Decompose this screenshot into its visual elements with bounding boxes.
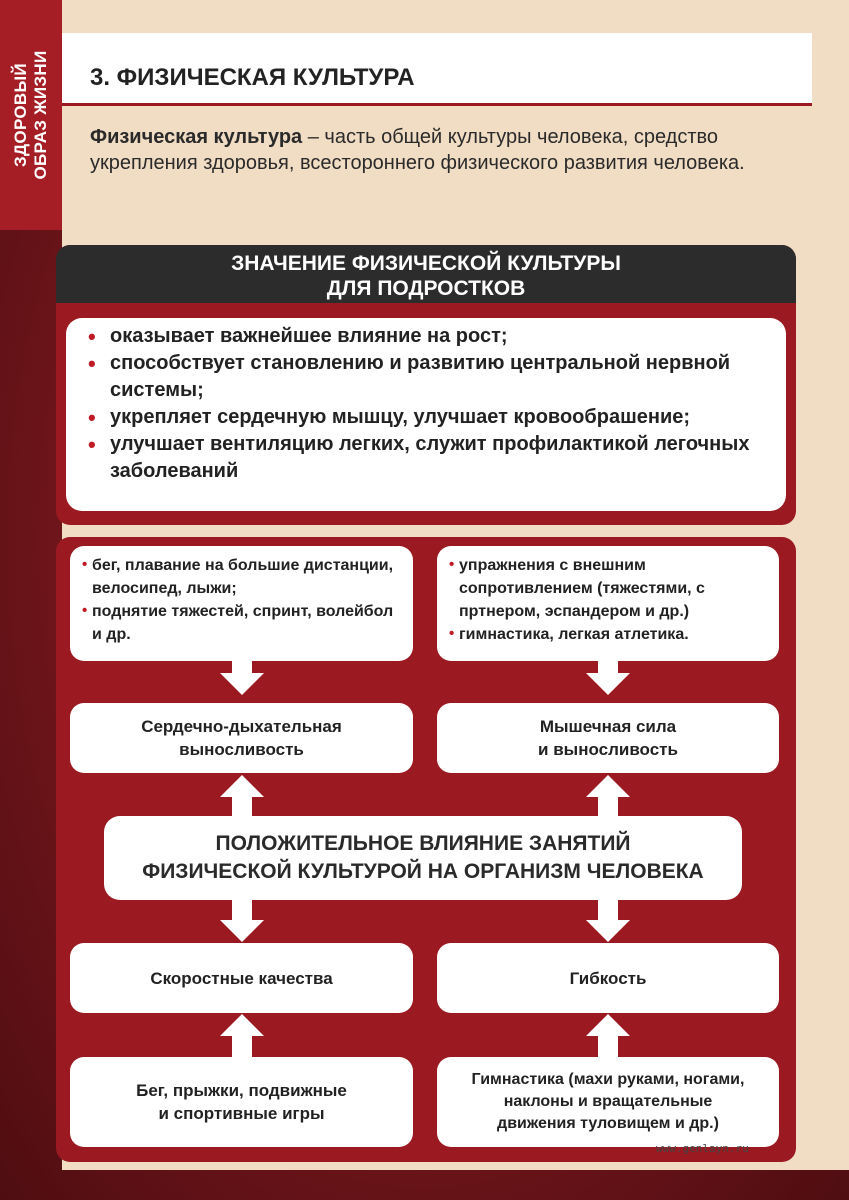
intro-text: – часть общей культуры человека, средство укрепления здоровья, всестороннего физического развития человека.	[90, 126, 745, 174]
flexibility-box	[437, 943, 779, 1013]
cardio-endurance-box	[70, 703, 413, 773]
muscle-strength-box	[437, 703, 779, 773]
watermark: www.genlayn.ru	[656, 1142, 749, 1155]
list-item: • поднятие тяжестей, спринт, волейбол и др.	[86, 600, 401, 646]
muscle-line1: Мышечная сила	[539, 717, 677, 736]
arrow-up-icon	[584, 775, 632, 819]
title-bar	[62, 33, 812, 106]
arrow-down-icon	[218, 657, 266, 697]
significance-heading-line2: ДЛЯ ПОДРОСТКОВ	[326, 277, 526, 300]
list-item: • оказывает важнейшее влияние на рост;	[86, 323, 776, 350]
cardio-line2: выносливость	[179, 740, 304, 759]
significance-heading-line1: ЗНАЧЕНИЕ ФИЗИЧЕСКОЙ КУЛЬТУРЫ	[231, 252, 621, 275]
muscle-line2: и выносливость	[538, 740, 678, 759]
significance-section	[56, 245, 796, 525]
flexibility-exercises-line3: движения туловищем и др.)	[497, 1115, 719, 1132]
significance-heading	[56, 245, 796, 303]
cardio-line1: Сердечно-дыхательная	[141, 717, 342, 736]
center-line2: ФИЗИЧЕСКОЙ КУЛЬТУРОЙ НА ОРГАНИЗМ ЧЕЛОВЕКА	[142, 860, 704, 883]
flexibility-exercises-line1: Гимнастика (махи руками, ногами,	[471, 1071, 745, 1088]
side-tab	[0, 0, 62, 230]
arrow-down-icon	[584, 657, 632, 697]
arrow-up-icon	[584, 1014, 632, 1058]
speed-exercises-line2: и спортивные игры	[158, 1104, 325, 1123]
arrow-down-icon	[218, 898, 266, 944]
positive-influence-box	[104, 816, 742, 900]
significance-list-box	[66, 318, 786, 511]
list-item: • бег, плавание на большие дистанции, велосипед, лыжи;	[86, 554, 401, 600]
arrow-up-icon	[218, 775, 266, 819]
flexibility-exercises-line2: наклоны и вращательные	[503, 1093, 713, 1110]
intro-term: Физическая культура	[90, 126, 303, 148]
speed-exercises-line1: Бег, прыжки, подвижные	[136, 1081, 347, 1100]
flexibility-label: Гибкость	[569, 968, 647, 988]
list-item: • способствует становлению и развитию центральной нервной системы;	[86, 350, 776, 404]
page-title: 3. ФИЗИЧЕСКАЯ КУЛЬТУРА	[90, 64, 415, 91]
speed-qualities-box	[70, 943, 413, 1013]
arrow-down-icon	[584, 898, 632, 944]
arrow-up-icon	[218, 1014, 266, 1058]
speed-exercises-box	[70, 1057, 413, 1147]
significance-list	[66, 318, 786, 485]
intro-definition	[90, 124, 800, 176]
endurance-exercises-box	[70, 546, 413, 661]
speed-label: Скоростные качества	[150, 968, 333, 988]
list-item: • упражнения с внешним сопротивлением (тяжестями, с пртнером, эспандером и др.)	[453, 554, 769, 623]
endurance-exercises-list	[86, 554, 401, 646]
side-label: ЗДОРОВЫЙ ОБРАЗ ЖИЗНИ	[11, 50, 50, 180]
list-item: • укрепляет сердечную мышцу, улучшает кровообрашение;	[86, 404, 776, 431]
strength-exercises-list	[453, 554, 769, 646]
list-item: • гимнастика, легкая атлетика.	[453, 623, 769, 646]
list-item: • улучшает вентиляцию легких, служит профилактикой легочных заболеваний	[86, 431, 776, 485]
strength-exercises-box	[437, 546, 779, 661]
flexibility-exercises-box	[437, 1057, 779, 1147]
center-line1: ПОЛОЖИТЕЛЬНОЕ ВЛИЯНИЕ ЗАНЯТИЙ	[215, 832, 631, 855]
